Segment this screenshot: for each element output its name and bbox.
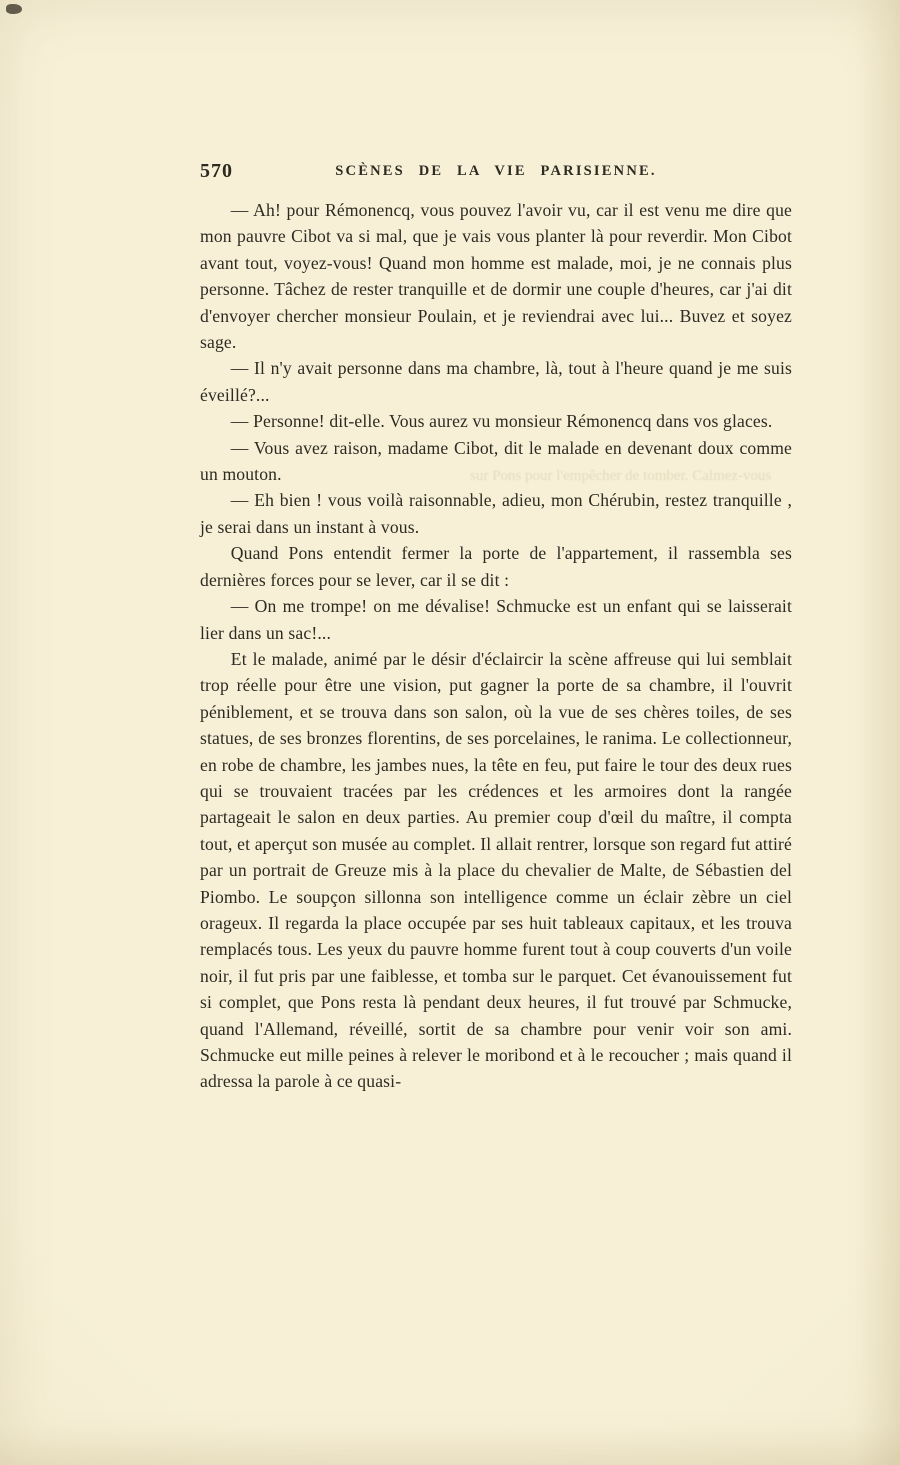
page-edge-shading-right xyxy=(854,0,900,1465)
paragraph: — Vous avez raison, madame Cibot, dit le malade en devenant doux comme un mouton. xyxy=(200,437,792,485)
paragraph: — On me trompe! on me dévalise! Schmucke est un enfant qui se laisserait lier dans un sac!... xyxy=(200,596,792,643)
paragraph: Et le malade, animé par le désir d'éclaircir la scène affreuse qui lui semblait trop réelle pour être une vision, put gagner la porte de sa chambre, il l'ouvrit péniblement, et se trouva dans son salon, où la vue de ses chères toiles, de ses statues, de ses bronzes florentins, de ses porcelaines, le ranima. Le collectionneur, en robe de chambre, les jambes nues, la tête en feu, put faire le tour des deux rues qui se trouvaient tracées par les crédences et les armoires dont la rangée partageait le salon en deux parties. Au premier coup d'œil du maître, il compta tout, et aperçut son musée au complet. Il allait rentrer, lorsque son regard fut attiré par un portrait de Greuze mis à la place du chevalier de Malte, de Sébastien del Piombo. Le soupçon sillonna son intelligence comme un éclair zèbre un ciel orageux. Il regarda la place occupée par ses huit tableaux capitaux, et les trouva remplacés tous. Les yeux du pauvre homme furent tout à coup couverts d'un voile noir, il fut pris par une faiblesse, et tomba sur le parquet. Cet évanouissement fut si complet, que Pons resta là pendant deux heures, il fut trouvé par Schmucke, quand l'Allemand, réveillé, sortit de sa chambre pour venir voir son ami. Schmucke eut mille peines à relever le moribond et à le recoucher ; mais quand il adressa la parole à ce quasi- xyxy=(200,648,792,1092)
paragraph: Quand Pons entendit fermer la porte de l'appartement, il rassembla ses dernières forces pour se lever, car il se dit : xyxy=(200,543,792,590)
running-title: SCÈNES DE LA VIE PARISIENNE. xyxy=(335,163,657,179)
page-number: 570 xyxy=(200,160,233,182)
scan-artifact xyxy=(6,4,22,14)
bleedthrough-text: sur Pons pour l'empêcher de tomber. Calmez-vous xyxy=(470,468,772,484)
text-block xyxy=(200,197,792,1095)
page-edge-shading-bottom xyxy=(0,1425,900,1465)
paragraph: — Il n'y avait personne dans ma chambre, là, tout à l'heure quand je me suis éveillé?... xyxy=(200,358,792,405)
paragraph: — Personne! dit-elle. Vous aurez vu monsieur Rémonencq dans vos glaces. xyxy=(230,411,773,432)
paragraph: — Eh bien ! vous voilà raisonnable, adieu, mon Chérubin, restez tranquille , je serai dans un instant à vous. xyxy=(200,490,792,537)
page-header xyxy=(200,160,792,186)
paragraph: — Ah! pour Rémonencq, vous pouvez l'avoir vu, car il est venu me dire que mon pauvre Cibot va si mal, que je vais vous planter là pour reverdir. Mon Cibot avant tout, voyez-vous! Quand mon homme est malade, moi, je ne connais plus personne. Tâchez de rester tranquille et de dormir une couple d'heures, car j'ai dit d'envoyer chercher monsieur Poulain, et je reviendrai avec lui... Buvez et soyez sage. xyxy=(200,200,792,353)
